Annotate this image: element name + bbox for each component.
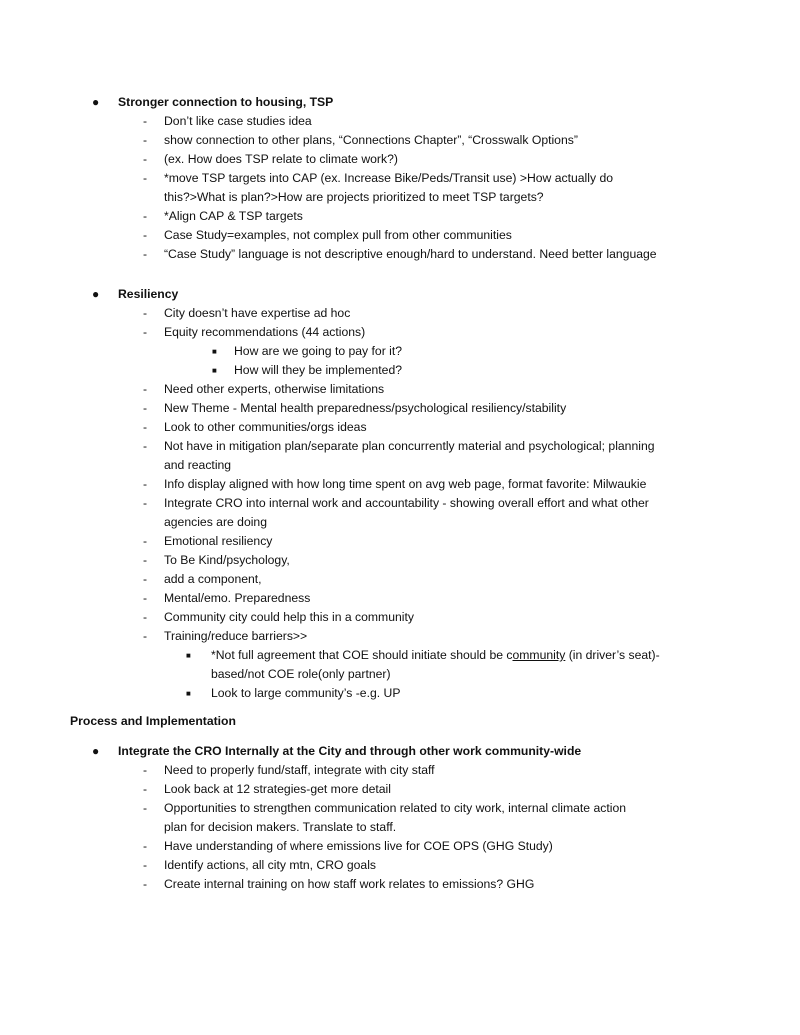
list-item bbox=[0, 799, 800, 837]
dash-icon: - bbox=[143, 839, 148, 853]
item-text-continued: agencies are doing bbox=[164, 515, 267, 529]
line bbox=[0, 856, 800, 875]
dash-icon: - bbox=[143, 877, 148, 891]
dash-icon: - bbox=[143, 591, 148, 605]
item-text: Integrate CRO into internal work and accountability - showing overall effort and what other bbox=[164, 496, 649, 510]
item-text: add a component, bbox=[164, 572, 262, 586]
list-item bbox=[0, 570, 800, 589]
item-text: Community city could help this in a community bbox=[164, 610, 414, 624]
item-text: Resiliency bbox=[118, 287, 179, 301]
line bbox=[0, 342, 800, 361]
list-item bbox=[0, 112, 800, 131]
dash-icon: - bbox=[143, 306, 148, 320]
dash-icon: - bbox=[143, 133, 148, 147]
dash-icon: - bbox=[143, 782, 148, 796]
dash-icon: - bbox=[143, 629, 148, 643]
line bbox=[0, 93, 800, 112]
item-text-continued: this?>What is plan?>How are projects prioritized to meet TSP targets? bbox=[164, 190, 544, 204]
item-text: Equity recommendations (44 actions) bbox=[164, 325, 366, 339]
line bbox=[0, 818, 800, 837]
dash-icon: - bbox=[143, 382, 148, 396]
dash-icon: - bbox=[143, 247, 148, 261]
list-item bbox=[0, 169, 800, 207]
list-item bbox=[0, 418, 800, 437]
dash-icon: - bbox=[143, 152, 148, 166]
list-item bbox=[0, 226, 800, 245]
item-text: Opportunities to strengthen communication related to city work, internal climate action bbox=[164, 801, 626, 815]
line bbox=[0, 646, 800, 665]
line bbox=[0, 245, 800, 264]
text-part: (in driver’s seat)- bbox=[565, 648, 660, 662]
line bbox=[0, 456, 800, 475]
line bbox=[0, 285, 800, 304]
item-text-continued: and reacting bbox=[164, 458, 232, 472]
dash-icon: - bbox=[143, 209, 148, 223]
line bbox=[0, 532, 800, 551]
list-item bbox=[0, 342, 800, 361]
item-text: (ex. How does TSP relate to climate work?) bbox=[164, 152, 398, 166]
line bbox=[0, 570, 800, 589]
dash-icon: - bbox=[143, 763, 148, 777]
list-item bbox=[0, 875, 800, 894]
list-item bbox=[0, 494, 800, 532]
line bbox=[0, 665, 800, 684]
line bbox=[0, 304, 800, 323]
line bbox=[0, 169, 800, 188]
dash-icon: - bbox=[143, 401, 148, 415]
item-text bbox=[211, 646, 660, 665]
section-heading bbox=[0, 712, 800, 731]
line bbox=[0, 437, 800, 456]
list-item bbox=[0, 589, 800, 608]
dash-icon: - bbox=[143, 534, 148, 548]
list-item bbox=[0, 780, 800, 799]
item-text: Integrate the CRO Internally at the City and through other work community-wide bbox=[118, 744, 582, 758]
list-item bbox=[0, 323, 800, 342]
list-item bbox=[0, 627, 800, 646]
line bbox=[0, 399, 800, 418]
dash-icon: - bbox=[143, 801, 148, 815]
list-item bbox=[0, 207, 800, 226]
dash-icon: - bbox=[143, 610, 148, 624]
line bbox=[0, 361, 800, 380]
dash-icon: - bbox=[143, 420, 148, 434]
item-text: show connection to other plans, “Connections Chapter”, “Crosswalk Options” bbox=[164, 133, 578, 147]
line bbox=[0, 513, 800, 532]
line bbox=[0, 150, 800, 169]
item-text: Mental/emo. Preparedness bbox=[164, 591, 311, 605]
list-item bbox=[0, 856, 800, 875]
list-item bbox=[0, 437, 800, 475]
square-bullet-icon: ■ bbox=[186, 651, 191, 660]
item-text: To Be Kind/psychology, bbox=[164, 553, 290, 567]
item-text: Emotional resiliency bbox=[164, 534, 273, 548]
line bbox=[0, 742, 800, 761]
dash-icon: - bbox=[143, 114, 148, 128]
list-item bbox=[0, 475, 800, 494]
bullet-icon: ● bbox=[92, 744, 100, 758]
line bbox=[0, 875, 800, 894]
item-text: Look back at 12 strategies-get more detail bbox=[164, 782, 391, 796]
text-part: *Not full agreement that COE should initiate should be c bbox=[211, 648, 513, 662]
line bbox=[0, 475, 800, 494]
line bbox=[0, 112, 800, 131]
item-text: Look to large community’s -e.g. UP bbox=[211, 686, 401, 700]
item-text: Don’t like case studies idea bbox=[164, 114, 312, 128]
item-text: Need to properly fund/staff, integrate with city staff bbox=[164, 763, 435, 777]
line bbox=[0, 589, 800, 608]
line bbox=[0, 608, 800, 627]
line bbox=[0, 131, 800, 150]
dash-icon: - bbox=[143, 477, 148, 491]
list-item bbox=[0, 608, 800, 627]
bullet-heading bbox=[0, 93, 800, 112]
list-item bbox=[0, 532, 800, 551]
square-bullet-icon: ■ bbox=[212, 366, 217, 375]
list-item bbox=[0, 551, 800, 570]
line bbox=[0, 799, 800, 818]
bullet-heading bbox=[0, 285, 800, 304]
item-text: “Case Study” language is not descriptive enough/hard to understand. Need better language bbox=[164, 247, 657, 261]
item-text: Not have in mitigation plan/separate plan concurrently material and psychological; planning bbox=[164, 439, 655, 453]
item-text: Create internal training on how staff work relates to emissions? GHG bbox=[164, 877, 535, 891]
list-item bbox=[0, 245, 800, 264]
item-text: How are we going to pay for it? bbox=[234, 344, 403, 358]
line bbox=[0, 380, 800, 399]
line bbox=[0, 207, 800, 226]
dash-icon: - bbox=[143, 858, 148, 872]
line bbox=[0, 761, 800, 780]
list-item bbox=[0, 837, 800, 856]
list-item bbox=[0, 150, 800, 169]
item-text: Info display aligned with how long time spent on avg web page, format favorite: Milwaukie bbox=[164, 477, 647, 491]
item-text: Stronger connection to housing, TSP bbox=[118, 95, 334, 109]
list-item bbox=[0, 361, 800, 380]
list-item bbox=[0, 304, 800, 323]
list-item bbox=[0, 131, 800, 150]
bullet-icon: ● bbox=[92, 95, 100, 109]
item-text: Case Study=examples, not complex pull from other communities bbox=[164, 228, 512, 242]
item-text: Look to other communities/orgs ideas bbox=[164, 420, 367, 434]
line bbox=[0, 188, 800, 207]
item-text: Need other experts, otherwise limitations bbox=[164, 382, 385, 396]
line bbox=[0, 323, 800, 342]
line bbox=[0, 627, 800, 646]
line bbox=[0, 551, 800, 570]
line bbox=[0, 418, 800, 437]
document-body bbox=[0, 93, 800, 894]
list-item bbox=[0, 761, 800, 780]
item-text-continued: plan for decision makers. Translate to staff. bbox=[164, 820, 397, 834]
item-text: City doesn’t have expertise ad hoc bbox=[164, 306, 351, 320]
item-text: New Theme - Mental health preparedness/psychological resiliency/stability bbox=[164, 401, 567, 415]
item-text: Have understanding of where emissions live for COE OPS (GHG Study) bbox=[164, 839, 553, 853]
dash-icon: - bbox=[143, 171, 148, 185]
line bbox=[0, 226, 800, 245]
list-item bbox=[0, 684, 800, 703]
square-bullet-icon: ■ bbox=[212, 347, 217, 356]
dash-icon: - bbox=[143, 572, 148, 586]
dash-icon: - bbox=[143, 496, 148, 510]
list-item bbox=[0, 399, 800, 418]
dash-icon: - bbox=[143, 325, 148, 339]
dash-icon: - bbox=[143, 553, 148, 567]
dash-icon: - bbox=[143, 439, 148, 453]
line bbox=[0, 494, 800, 513]
square-bullet-icon: ■ bbox=[186, 689, 191, 698]
line bbox=[0, 780, 800, 799]
item-text: Process and Implementation bbox=[70, 714, 236, 728]
line bbox=[0, 684, 800, 703]
bullet-heading bbox=[0, 742, 800, 761]
line bbox=[0, 712, 800, 731]
bullet-icon: ● bbox=[92, 287, 100, 301]
item-text: Identify actions, all city mtn, CRO goals bbox=[164, 858, 377, 872]
list-item bbox=[0, 646, 800, 684]
item-text: *Align CAP & TSP targets bbox=[164, 209, 303, 223]
dash-icon: - bbox=[143, 228, 148, 242]
underlined-text: ommunity bbox=[512, 648, 566, 662]
item-text: How will they be implemented? bbox=[234, 363, 402, 377]
item-text: Training/reduce barriers>> bbox=[164, 629, 308, 643]
list-item bbox=[0, 380, 800, 399]
item-text-continued: based/not COE role(only partner) bbox=[211, 667, 391, 681]
item-text: *move TSP targets into CAP (ex. Increase Bike/Peds/Transit use) >How actually do bbox=[164, 171, 614, 185]
line bbox=[0, 837, 800, 856]
